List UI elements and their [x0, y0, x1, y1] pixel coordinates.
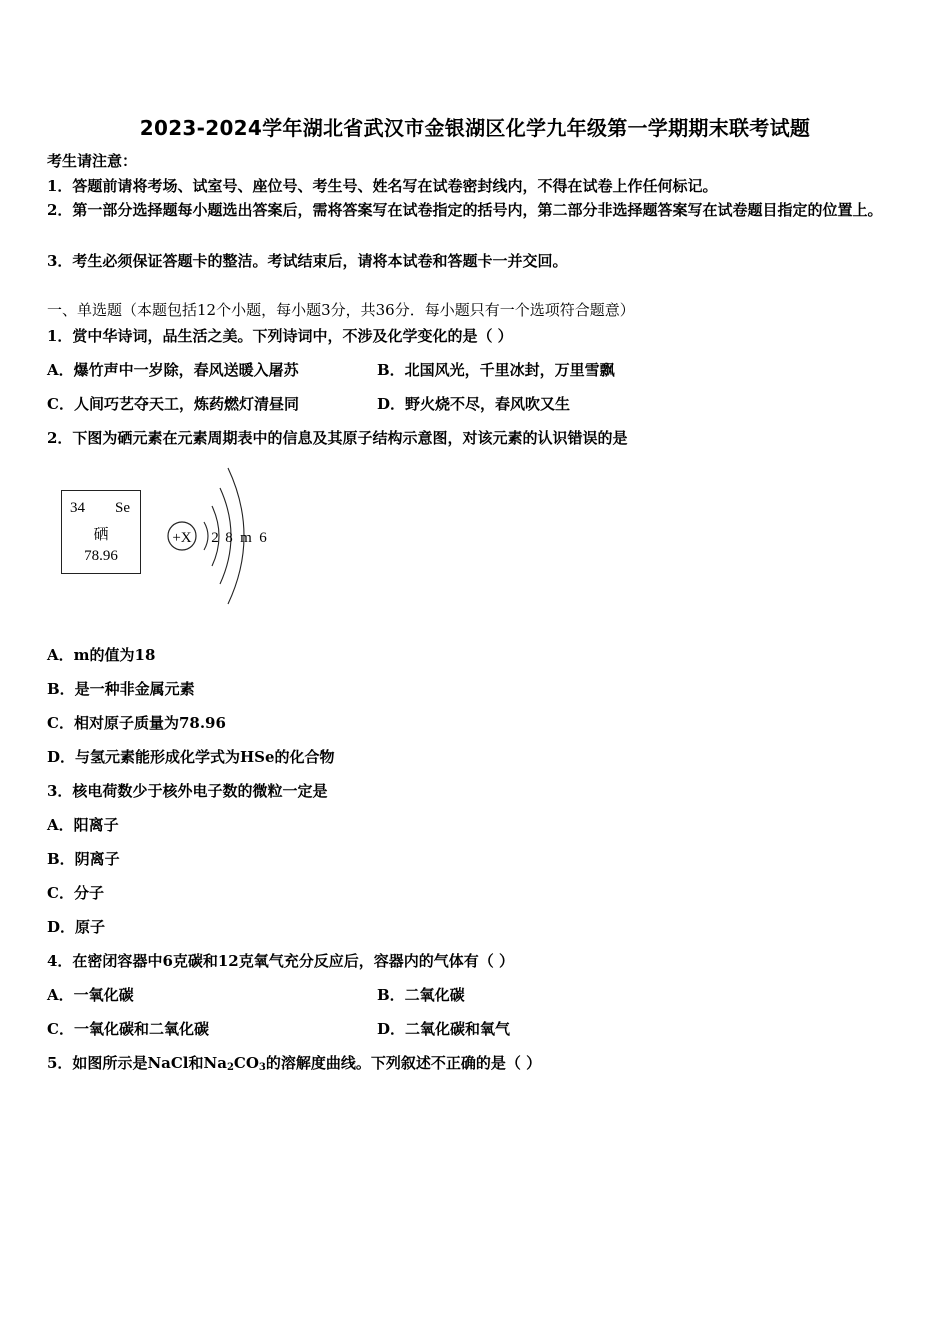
shell-electrons: 2: [211, 530, 219, 546]
atomic-structure-diagram: [160, 458, 280, 614]
q5-stem-post: 的溶解度曲线。下列叙述不正确的是（ ）: [265, 1054, 542, 1072]
q2-option-d: D．与氢元素能形成化学式为HSe的化合物: [47, 748, 335, 766]
q1-option-c: C．人间巧艺夺天工，炼药燃灯清昼同: [47, 395, 299, 413]
q2-option-b: B．是一种非金属元素: [47, 680, 195, 698]
shell-electrons: 6: [259, 530, 267, 546]
q4-option-b: B．二氧化碳: [377, 986, 465, 1004]
q4-stem: 4．在密闭容器中6克碳和12克氧气充分反应后，容器内的气体有（ ）: [47, 952, 514, 970]
q3-stem: 3．核电荷数少于核外电子数的微粒一定是: [47, 782, 328, 800]
electron-shell-arc: [204, 522, 208, 550]
q5-subscript-3: 3: [258, 1062, 266, 1073]
q2-option-a: A．m的值为18: [47, 646, 156, 664]
q5-subscript-2: 2: [226, 1062, 234, 1073]
q4-option-a: A．一氧化碳: [47, 986, 134, 1004]
notice-item-1: 1．答题前请将考场、试室号、座位号、考生号、姓名写在试卷密封线内，不得在试卷上作任何标记。: [47, 177, 718, 195]
element-symbol: Se: [115, 500, 130, 516]
q4-option-d: D．二氧化碳和氧气: [377, 1020, 511, 1038]
nucleus-charge: +X: [172, 530, 192, 546]
notice-item-3: 3．考生必须保证答题卡的整洁。考试结束后，请将本试卷和答题卡一并交回。: [47, 252, 568, 270]
atomic-number: 34: [70, 500, 85, 516]
q3-option-a: A．阳离子: [47, 816, 119, 834]
shell-electrons: m: [240, 530, 252, 546]
q3-option-d: D．原子: [47, 918, 106, 936]
q2-option-c: C．相对原子质量为78.96: [47, 714, 226, 732]
q5-stem: [47, 1053, 541, 1078]
element-card: [61, 490, 141, 574]
q1-stem: 1．赏中华诗词，品生活之美。下列诗词中，不涉及化学变化的是（ ）: [47, 327, 513, 345]
section-heading: 一、单选题（本题包括12个小题，每小题3分，共36分．每小题只有一个选项符合题意）: [47, 301, 635, 319]
q1-option-d: D．野火烧不尽，春风吹又生: [377, 395, 571, 413]
q5-stem-pre: 5．如图所示是NaCl和Na: [47, 1054, 227, 1072]
atomic-mass: 78.96: [84, 548, 118, 564]
q2-stem: 2．下图为硒元素在元素周期表中的信息及其原子结构示意图，对该元素的认识错误的是: [47, 429, 628, 447]
q3-option-c: C．分子: [47, 884, 104, 902]
element-name: 硒: [93, 525, 109, 543]
q5-stem-mid: CO: [233, 1054, 259, 1072]
notice-item-2: 2．第一部分选择题每小题选出答案后，需将答案写在试卷指定的括号内，第二部分非选择题答案写在试卷题目指定的位置上。: [47, 201, 883, 219]
shell-electrons: 8: [225, 530, 233, 546]
page-title: 2023-2024学年湖北省武汉市金银湖区化学九年级第一学期期末联考试题: [139, 116, 811, 140]
q1-option-a: A．爆竹声中一岁除，春风送暖入屠苏: [47, 361, 299, 379]
notice-heading: 考生请注意：: [47, 152, 138, 170]
q3-option-b: B．阴离子: [47, 850, 120, 868]
q4-option-c: C．一氧化碳和二氧化碳: [47, 1020, 209, 1038]
q1-option-b: B．北国风光，千里冰封，万里雪飘: [377, 361, 615, 379]
